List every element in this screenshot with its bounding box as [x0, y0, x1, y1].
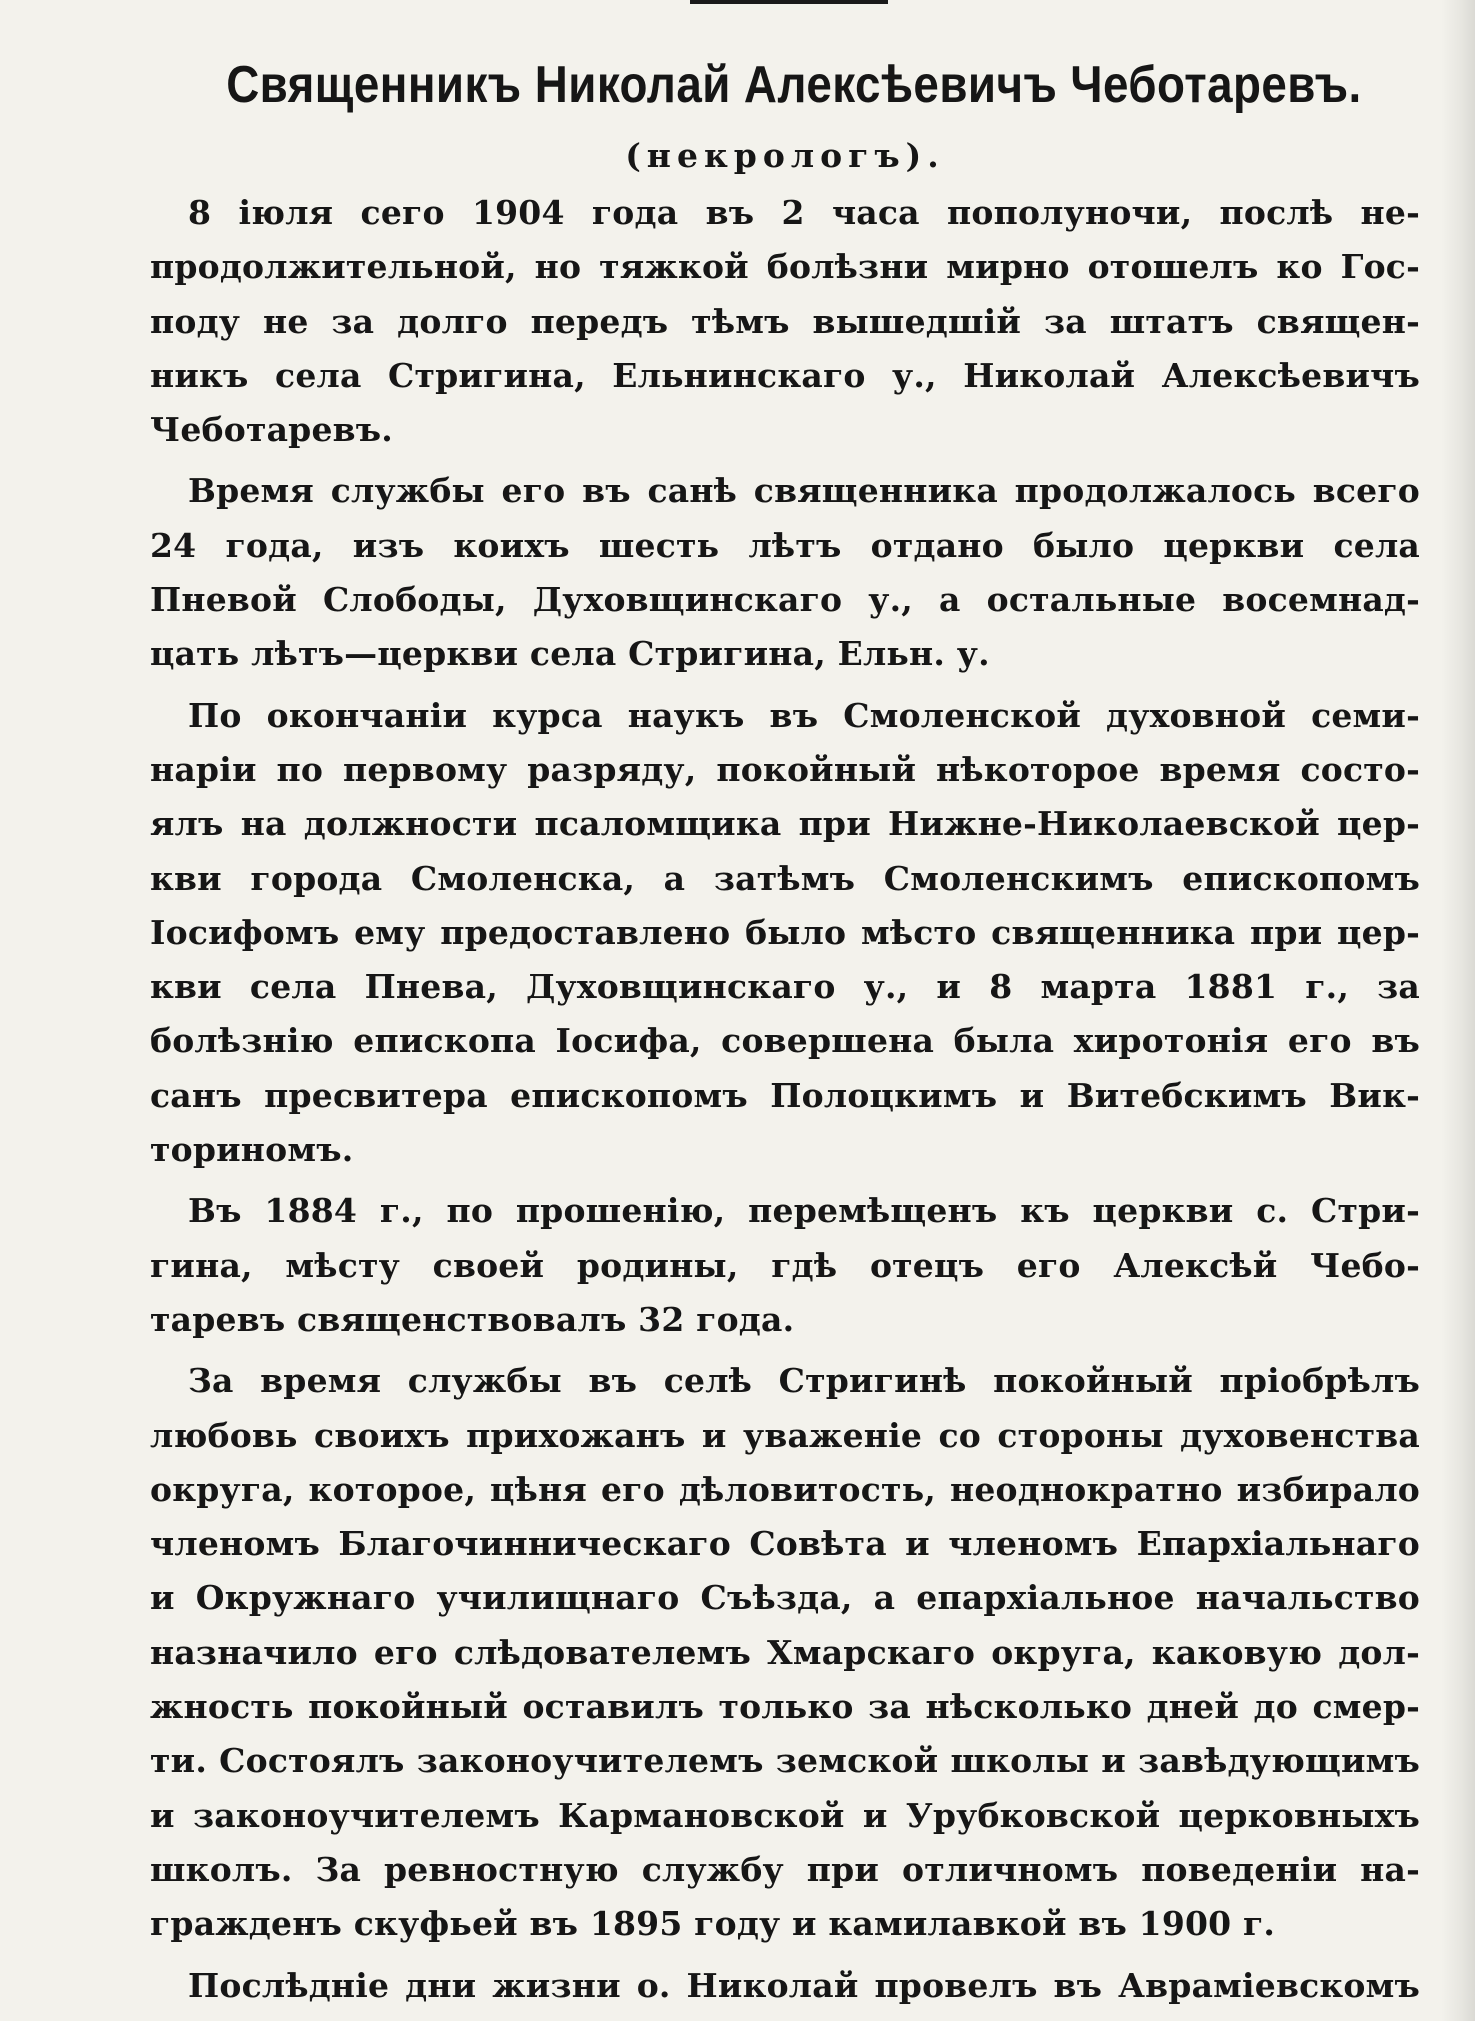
text-line: ялъ на должности псаломщика при Нижне-Николаевской цер-: [150, 804, 1420, 844]
text-line: 8 іюля сего 1904 года въ 2 часа пополуночи, послѣ не-: [188, 193, 1420, 232]
text-line: гражденъ скуфьей въ 1895 году и камилавкой въ 1900 г.: [150, 1904, 1276, 1944]
text-line: Время службы его въ санѣ священника продолжалось всего: [188, 471, 1420, 511]
article-subtitle: (некрологъ).: [625, 136, 945, 175]
text-line: округа, которое, цѣня его дѣловитость, неоднократно избирало: [150, 1469, 1420, 1509]
text-line: никъ села Стригина, Ельнинскаго у., Николай Алексѣевичъ: [150, 355, 1420, 395]
top-divider-rule: [690, 0, 888, 4]
text-line: ти. Состоялъ законоучителемъ земской школы и завѣдующимъ: [150, 1741, 1420, 1781]
text-line: членомъ Благочинническаго Совѣта и членомъ Епархіальнаго: [150, 1524, 1420, 1564]
text-line: санъ пресвитера епископомъ Полоцкимъ и Витебскимъ Вик-: [150, 1075, 1420, 1115]
text-line: и законоучителемъ Кармановской и Урубковской церковныхъ: [150, 1795, 1420, 1835]
paragraph-6: [150, 1959, 1420, 2013]
text-line: Послѣдніе дни жизни о. Николай провелъ въ Авраміевскомъ: [188, 1965, 1420, 2005]
text-line: жность покойный оставилъ только за нѣсколько дней до смер-: [150, 1687, 1420, 1727]
text-line: Іосифомъ ему предоставлено было мѣсто священника при цер-: [150, 912, 1420, 952]
text-line: поду не за долго передъ тѣмъ вышедшій за штатъ священ-: [150, 301, 1420, 341]
text-line: назначило его слѣдователемъ Хмарскаго округа, каковую дол-: [150, 1632, 1420, 1672]
text-line: кви города Смоленска, а затѣмъ Смоленскимъ епископомъ: [150, 858, 1420, 898]
text-line: таревъ священствовалъ 32 года.: [150, 1299, 795, 1339]
text-line: болѣзнію епископа Іосифа, совершена была хиротонія его въ: [150, 1021, 1420, 1061]
paragraph-2: [150, 464, 1420, 681]
paragraph-3: [150, 689, 1420, 1178]
paragraph-5: [150, 1354, 1420, 1951]
text-line: продолжительной, но тяжкой болѣзни мирно отошелъ ко Гос-: [150, 247, 1420, 287]
text-line: школъ. За ревностную службу при отличномъ поведеніи на-: [150, 1849, 1420, 1889]
text-line: любовь своихъ прихожанъ и уваженіе со стороны духовенства: [150, 1415, 1420, 1455]
article-title: Священникъ Николай Алексѣевичъ Чеботаревъ.: [226, 56, 1362, 114]
text-line: и Окружнаго училищнаго Съѣзда, а епархіальное начальство: [150, 1578, 1420, 1618]
text-line: 24 года, изъ коихъ шесть лѣтъ отдано было церкви села: [150, 525, 1420, 565]
text-line: По окончаніи курса наукъ въ Смоленской духовной семи-: [188, 695, 1420, 735]
article: [150, 52, 1420, 2013]
text-line: Чеботаревъ.: [150, 410, 393, 450]
text-line: кви села Пнева, Духовщинскаго у., и 8 марта 1881 г., за: [150, 967, 1420, 1007]
text-line: ториномъ.: [150, 1130, 354, 1170]
paragraph-4: [150, 1184, 1420, 1347]
text-line: За время службы въ селѣ Стригинѣ покойный пріобрѣлъ: [188, 1361, 1420, 1401]
text-line: Пневой Слободы, Духовщинскаго у., а остальные восемнад-: [150, 580, 1420, 620]
paragraph-1: [150, 186, 1420, 457]
text-line: гина, мѣсту своей родины, гдѣ отецъ его Алексѣй Чебо-: [150, 1245, 1420, 1285]
text-line: наріи по первому разряду, покойный нѣкоторое время состо-: [150, 749, 1420, 789]
text-line: цать лѣтъ—церкви села Стригина, Ельн. у.: [150, 634, 990, 674]
page-edge-shading: [1441, 0, 1475, 2021]
text-line: Въ 1884 г., по прошенію, перемѣщенъ къ церкви с. Стри-: [188, 1191, 1420, 1231]
